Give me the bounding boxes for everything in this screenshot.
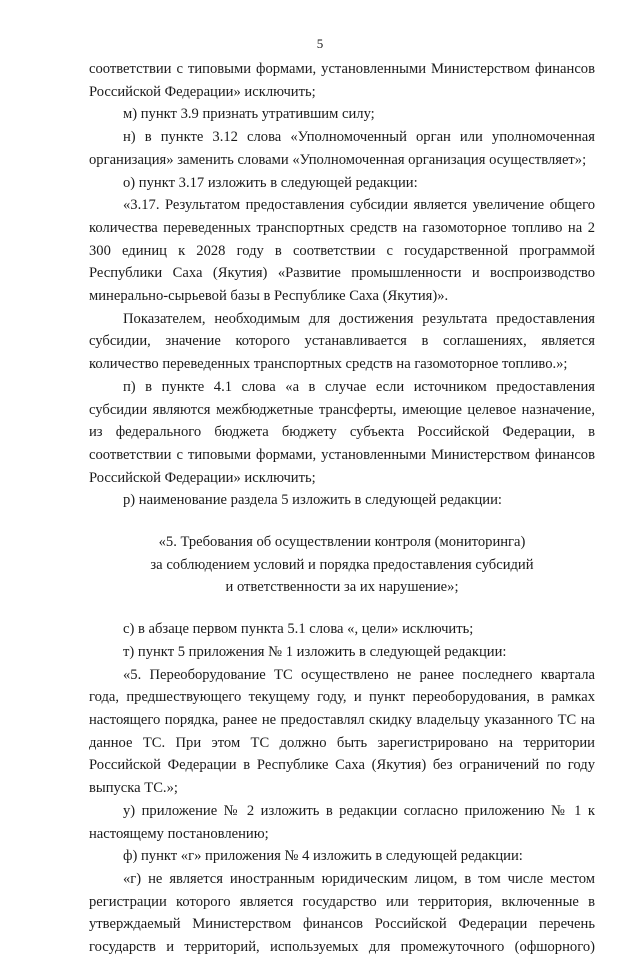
page-number: 5: [316, 36, 324, 51]
paragraph-quote-3-17: «3.17. Результатом предоставления субсидии является увеличение общего количества переведенных транспортных средств на газомоторное топливо на 2 300 единиц к 2028 году в соответствии с государственной программой Республики Саха (Якутия) «Развитие промышленности и воспроизводство минерально-сырьевой базы в Республике Саха (Якутия)».: [89, 197, 595, 305]
paragraph-indicator: Показателем, необходимым для достижения результата предоставления субсидии, значение которого устанавливается в соглашениях, является количество переведенных транспортных средств на газомоторное топливо.»;: [89, 310, 595, 373]
paragraph-item-n: н) в пункте 3.12 слова «Уполномоченный орган или уполномоченная организация» заменить словами «Уполномоченная организация осуществляет»;: [89, 129, 595, 168]
paragraph-item-r: р) наименование раздела 5 изложить в следующей редакции:: [123, 492, 502, 509]
paragraph-item-f: ф) пункт «г» приложения № 4 изложить в следующей редакции:: [123, 848, 523, 865]
section-heading-line-3: и ответственности за их нарушение»;: [225, 579, 459, 596]
paragraph-item-p: п) в пункте 4.1 слова «а в случае если источником предоставления субсидии являются межбюджетные трансферты, имеющие целевое назначение, из федерального бюджета бюджету субъекта Российской Федерации, в соответствии с типовыми формами, установленными Министерством финансов Российской Федерации» исключить;: [89, 378, 595, 486]
paragraph-quote-5: «5. Переоборудование ТС осуществлено не ранее последнего квартала года, предшествующего текущему году, и пункт переоборудования, в рамках настоящего порядка, ранее не предоставлял скидку владельцу указанного ТС на данное ТС. При этом ТС должно быть зарегистрировано на территории Российской Федерации в Республике Саха (Якутия) без ограничений по году выпуска ТС.»;: [89, 666, 595, 797]
paragraph-item-m: м) пункт 3.9 признать утратившим силу;: [123, 106, 375, 123]
document-body: [89, 58, 595, 959]
paragraph-item-o: о) пункт 3.17 изложить в следующей редакции:: [123, 174, 418, 191]
paragraph-item-s: с) в абзаце первом пункта 5.1 слова «, цели» исключить;: [123, 621, 474, 638]
paragraph-quote-g: «г) не является иностранным юридическим лицом, в том числе местом регистрации которого является государство или территория, включенные в утверждаемый Министерством финансов Российской Федерации перечень государств и территорий, используемых для промежуточного (офшорного): [89, 870, 595, 956]
paragraph-continuation: соответствии с типовыми формами, установленными Министерством финансов Российской Федерации» исключить;: [89, 61, 595, 100]
paragraph-item-u: у) приложение № 2 изложить в редакции согласно приложению № 1 к настоящему постановлению;: [89, 802, 595, 842]
paragraph-item-t: т) пункт 5 приложения № 1 изложить в следующей редакции:: [123, 643, 507, 660]
section-heading-line-2: за соблюдением условий и порядка предоставления субсидий: [150, 556, 534, 573]
section-heading-line-1: «5. Требования об осуществлении контроля (мониторинга): [158, 534, 526, 551]
